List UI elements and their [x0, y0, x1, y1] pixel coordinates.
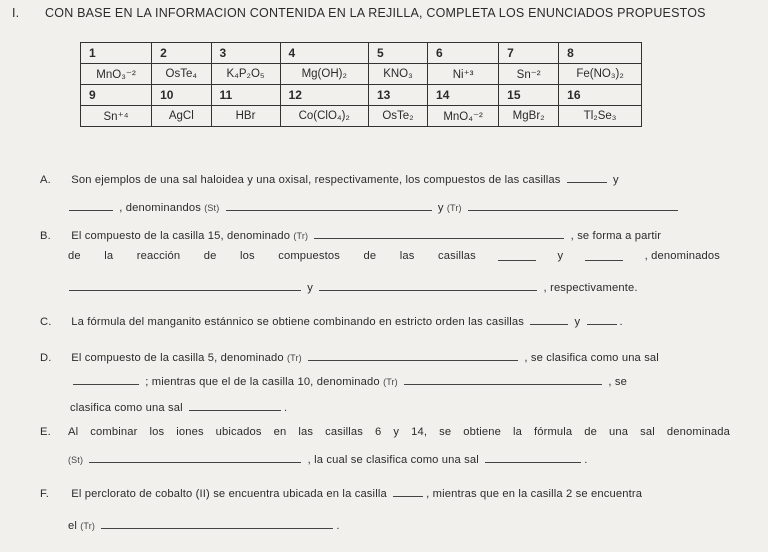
question-word: sal — [640, 426, 655, 438]
question-text: El compuesto de la casilla 15, denominado — [71, 230, 291, 242]
question-word: casillas — [438, 250, 476, 262]
question-text: . — [284, 402, 288, 414]
cell-formula: Fe(NO₃)₂ — [559, 64, 642, 85]
question-text: y — [613, 174, 619, 186]
question-word: fórmula — [533, 426, 573, 438]
question-text: . — [584, 454, 588, 466]
question-text: , denominados — [644, 250, 720, 262]
cell-formula: MnO₃⁻² — [81, 64, 152, 85]
question-word: compuestos — [278, 250, 341, 262]
question-word: las — [399, 250, 415, 262]
stock-tag: (St) — [204, 203, 220, 213]
answer-blank[interactable] — [587, 314, 617, 325]
grid-number-row — [81, 85, 642, 106]
question-word: 6 — [375, 426, 382, 438]
cell-number: 16 — [559, 85, 642, 106]
answer-blank[interactable] — [189, 400, 281, 411]
question-word: y — [393, 426, 400, 438]
question-word: combinar — [90, 426, 138, 438]
question-word: reacción — [136, 250, 181, 262]
stock-tag: (St) — [68, 455, 84, 465]
question-text: , se forma a partir — [570, 230, 662, 242]
answer-blank[interactable] — [393, 486, 423, 497]
question-d-line1 — [40, 350, 659, 364]
header-text: CON BASE EN LA INFORMACION CONTENIDA EN LA REJILLA, COMPLETA LOS ENUNCIADOS PROPUESTOS — [45, 6, 706, 20]
question-word: denominada — [666, 426, 730, 438]
traditional-tag: (Tr) — [80, 521, 96, 531]
question-c-line1 — [40, 314, 623, 328]
question-word: iones — [176, 426, 204, 438]
page-header — [12, 6, 706, 20]
question-word: de — [584, 426, 598, 438]
answer-blank[interactable] — [585, 250, 623, 261]
question-word: Al — [68, 426, 79, 438]
question-text: , mientras que en la casilla 2 se encuentra — [426, 488, 643, 500]
cell-formula: MgBr₂ — [499, 106, 559, 127]
traditional-tag: (Tr) — [383, 377, 398, 387]
cell-formula: HBr — [211, 106, 280, 127]
grid-formula-row — [81, 106, 642, 127]
question-text: y — [307, 282, 314, 294]
question-word: ubicados — [215, 426, 262, 438]
question-f-line1 — [40, 486, 642, 500]
question-a-line2 — [66, 200, 681, 214]
traditional-tag: (Tr) — [446, 203, 462, 213]
cell-number: 8 — [559, 43, 642, 64]
question-letter: F. — [40, 488, 50, 500]
cell-number: 1 — [81, 43, 152, 64]
cell-number: 9 — [81, 85, 152, 106]
grid-number-row — [81, 43, 642, 64]
question-word: la — [104, 250, 114, 262]
cell-number: 12 — [280, 85, 368, 106]
question-text: , se — [608, 376, 627, 388]
grid-formula-row — [81, 64, 642, 85]
question-word: obtiene — [463, 426, 501, 438]
question-text: y — [557, 250, 564, 262]
cell-number: 10 — [152, 85, 211, 106]
question-b-line3 — [66, 280, 638, 294]
compound-grid — [80, 42, 642, 127]
question-word: la — [512, 426, 522, 438]
cell-formula: MnO₄⁻² — [428, 106, 499, 127]
answer-blank[interactable] — [314, 228, 564, 239]
question-text: La fórmula del manganito estánnico se obtiene combinando en estricto orden las casillas — [71, 316, 524, 328]
question-b-line2 — [68, 250, 720, 262]
answer-blank[interactable] — [404, 374, 602, 385]
cell-formula: OsTe₄ — [152, 64, 211, 85]
answer-blank[interactable] — [498, 250, 536, 261]
question-letter: B. — [40, 230, 51, 242]
answer-blank[interactable] — [468, 200, 678, 211]
question-word: de — [68, 250, 81, 262]
question-text: . — [336, 520, 340, 532]
question-text: Son ejemplos de una sal haloidea y una oxisal, respectivamente, los compuestos de las casillas — [71, 174, 561, 186]
cell-formula: Sn⁻² — [499, 64, 559, 85]
cell-formula: Tl₂Se₃ — [559, 106, 642, 127]
question-a-line1 — [40, 172, 720, 186]
answer-blank[interactable] — [73, 374, 139, 385]
cell-formula: KNO₃ — [368, 64, 427, 85]
answer-blank[interactable] — [308, 350, 518, 361]
question-letter: A. — [40, 174, 51, 186]
question-f-line2 — [68, 518, 340, 532]
answer-blank[interactable] — [101, 518, 333, 529]
question-d-line2 — [70, 374, 627, 388]
question-word: de — [203, 250, 217, 262]
traditional-tag: (Tr) — [287, 353, 302, 363]
answer-blank[interactable] — [485, 452, 581, 463]
question-text: clasifica como una sal — [70, 402, 183, 414]
question-text: , se clasifica como una sal — [524, 352, 659, 364]
cell-formula: OsTe₂ — [368, 106, 427, 127]
answer-blank[interactable] — [226, 200, 432, 211]
answer-blank[interactable] — [530, 314, 568, 325]
question-d-line3 — [70, 400, 287, 414]
cell-formula: Sn⁺⁴ — [81, 106, 152, 127]
cell-number: 2 — [152, 43, 211, 64]
cell-formula: K₄P₂O₅ — [211, 64, 280, 85]
section-number: I. — [12, 6, 20, 20]
cell-number: 5 — [368, 43, 427, 64]
question-letter: C. — [40, 316, 52, 328]
question-b-line1 — [40, 228, 661, 242]
cell-number: 11 — [211, 85, 280, 106]
answer-blank[interactable] — [89, 452, 301, 463]
answer-blank[interactable] — [319, 280, 537, 291]
question-text: El perclorato de cobalto (II) se encuentra ubicada en la casilla — [71, 488, 387, 500]
question-text: ; mientras que el de la casilla 10, denominado — [145, 376, 380, 388]
question-word: los — [239, 250, 255, 262]
cell-number: 3 — [211, 43, 280, 64]
cell-formula: Ni⁺³ — [428, 64, 499, 85]
cell-number: 4 — [280, 43, 368, 64]
question-text: , respectivamente. — [543, 282, 638, 294]
question-e-line1 — [40, 426, 730, 438]
question-text: . — [619, 316, 623, 328]
question-text: y — [437, 202, 444, 214]
cell-number: 15 — [499, 85, 559, 106]
question-word: una — [609, 426, 629, 438]
cell-number: 13 — [368, 85, 427, 106]
question-word: en — [273, 426, 287, 438]
answer-blank[interactable] — [567, 172, 607, 183]
question-text: El compuesto de la casilla 5, denominado — [71, 352, 284, 364]
question-letter: E. — [40, 426, 51, 438]
question-word: se — [439, 426, 452, 438]
cell-formula: Mg(OH)₂ — [280, 64, 368, 85]
question-text: , la cual se clasifica como una sal — [307, 454, 479, 466]
question-word: de — [363, 250, 377, 262]
question-text: el — [68, 520, 78, 532]
answer-blank[interactable] — [69, 280, 301, 291]
question-letter: D. — [40, 352, 52, 364]
question-word: las — [298, 426, 314, 438]
traditional-tag: (Tr) — [293, 231, 309, 241]
question-word: casillas — [325, 426, 364, 438]
question-word: 14, — [411, 426, 428, 438]
cell-formula: Co(ClO₄)₂ — [280, 106, 368, 127]
cell-number: 7 — [499, 43, 559, 64]
cell-number: 14 — [428, 85, 499, 106]
cell-formula: AgCl — [152, 106, 211, 127]
answer-blank[interactable] — [69, 200, 113, 211]
question-text: y — [574, 316, 581, 328]
question-word: los — [149, 426, 165, 438]
question-text: , denominandos — [119, 202, 201, 214]
cell-number: 6 — [428, 43, 499, 64]
question-e-line2 — [68, 452, 587, 466]
